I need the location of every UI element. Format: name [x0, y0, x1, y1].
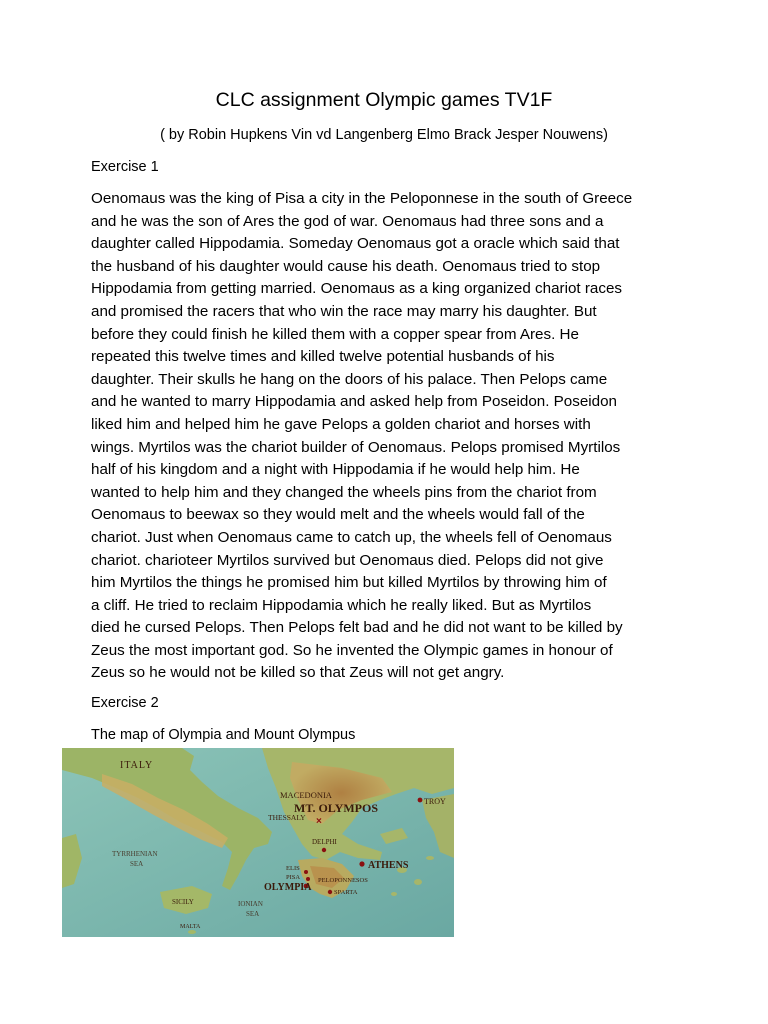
text-line: half of his kingdom and a night with Hippodamia if he would help him. He — [91, 461, 580, 479]
mt-olympos-x-icon: × — [316, 816, 322, 827]
text-line: the husband of his daughter would cause his death. Oenomaus tried to stop — [91, 257, 601, 275]
text-line: Zeus the most important god. So he invented the Olympic games in honour of — [91, 641, 613, 659]
authors-line: ( by Robin Hupkens Vin vd Langenberg Elmo Brack Jesper Nouwens) — [160, 127, 608, 143]
map-label-delphi: DELPHI — [312, 838, 337, 846]
exercise-1-heading: Exercise 1 — [91, 159, 159, 175]
map-label-sea-1: SEA — [130, 860, 144, 868]
map-label-troy: TROY — [424, 797, 446, 806]
map-land-island — [426, 856, 434, 860]
map-label-thessaly: THESSALY — [268, 813, 306, 822]
text-line: died he cursed Pelops. Then Pelops felt bad and he did not want to be killed by — [91, 619, 623, 637]
greece-map-image — [62, 748, 454, 937]
exercise-2-heading: Exercise 2 — [91, 695, 159, 711]
map-caption: The map of Olympia and Mount Olympus — [91, 727, 356, 743]
site-marker-delphi — [322, 848, 326, 852]
map-label-sparta: SPARTA — [334, 889, 358, 896]
text-line: Oenomaus was the king of Pisa a city in the Peloponnese in the south of Greece — [91, 190, 633, 207]
text-line: and he was the son of Ares the god of war. Oenomaus had three sons and a — [91, 212, 604, 230]
map-label-ionian: IONIAN — [238, 900, 263, 908]
document-title: CLC assignment Olympic games TV1F — [215, 89, 553, 111]
site-marker-pisa — [306, 877, 310, 881]
text-line: and he wanted to marry Hippodamia and asked help from Poseidon. Poseidon — [91, 393, 617, 411]
map-land-island — [391, 892, 397, 896]
text-line: him Myrtilos the things he promised him but killed Myrtilos by throwing him of — [91, 574, 607, 592]
text-line: liked him and helped him he gave Pelops a golden chariot and horses with — [91, 415, 591, 433]
text-line: and promised the racers that who win the race may marry his daughter. But — [91, 302, 597, 320]
map-label-olympia: OLYMPIA — [264, 882, 312, 893]
site-marker-athens — [359, 861, 364, 866]
text-line: wanted to help him and they changed the wheels pins from the chariot from — [91, 483, 597, 501]
text-line: a cliff. He tried to reclaim Hippodamia which he really liked. But as Myrtilos — [91, 596, 592, 614]
map-label-pisa: PISA — [286, 874, 301, 881]
site-marker-sparta — [328, 890, 332, 894]
text-line: daughter. Their skulls he hang on the doors of his palace. Then Pelops came — [91, 370, 608, 388]
text-line: Zeus so he would not be killed so that Zeus will not get angry. — [91, 664, 505, 682]
map-label-sicily: SICILY — [172, 898, 194, 906]
map-label-elis: ELIS — [286, 865, 300, 872]
map-land-malta — [188, 930, 196, 934]
text-line: chariot. Just when Oenomaus came to catch up, the wheels fell of Oenomaus — [91, 528, 612, 546]
map-label-peloponnesos: PELOPONNESOS — [318, 877, 368, 884]
text-line: Hippodamia from getting married. Oenomaus as a king organized chariot races — [91, 280, 622, 298]
map-label-athens: ATHENS — [368, 860, 409, 871]
map-label-italy: ITALY — [120, 760, 154, 771]
text-line: chariot. charioteer Myrtilos survived but Oenomaus died. Pelops did not give — [91, 551, 604, 569]
map-land-island — [414, 879, 422, 885]
map-label-sea-2: SEA — [246, 910, 260, 918]
text-line: wings. Myrtilos was the chariot builder of Oenomaus. Pelops promised Myrtilos — [91, 438, 621, 456]
map-label-mt-olympos: MT. OLYMPOS — [294, 801, 379, 815]
text-line: daughter called Hippodamia. Someday Oenomaus got a oracle which said that — [91, 235, 620, 253]
map-label-malta: MALTA — [180, 924, 201, 930]
map-label-macedonia: MACEDONIA — [280, 790, 332, 800]
site-marker-troy — [418, 798, 423, 803]
map-label-tyrrhenian: TYRRHENIAN — [112, 850, 158, 858]
site-marker-elis — [304, 870, 308, 874]
text-line: before they could finish he killed them with a copper spear from Ares. He — [91, 325, 579, 343]
text-line: Oenomaus to beewax so they would melt and the wheels would fall of the — [91, 506, 585, 524]
text-line: repeated this twelve times and killed twelve potential husbands of his — [91, 348, 555, 366]
exercise-1-text — [91, 188, 711, 685]
